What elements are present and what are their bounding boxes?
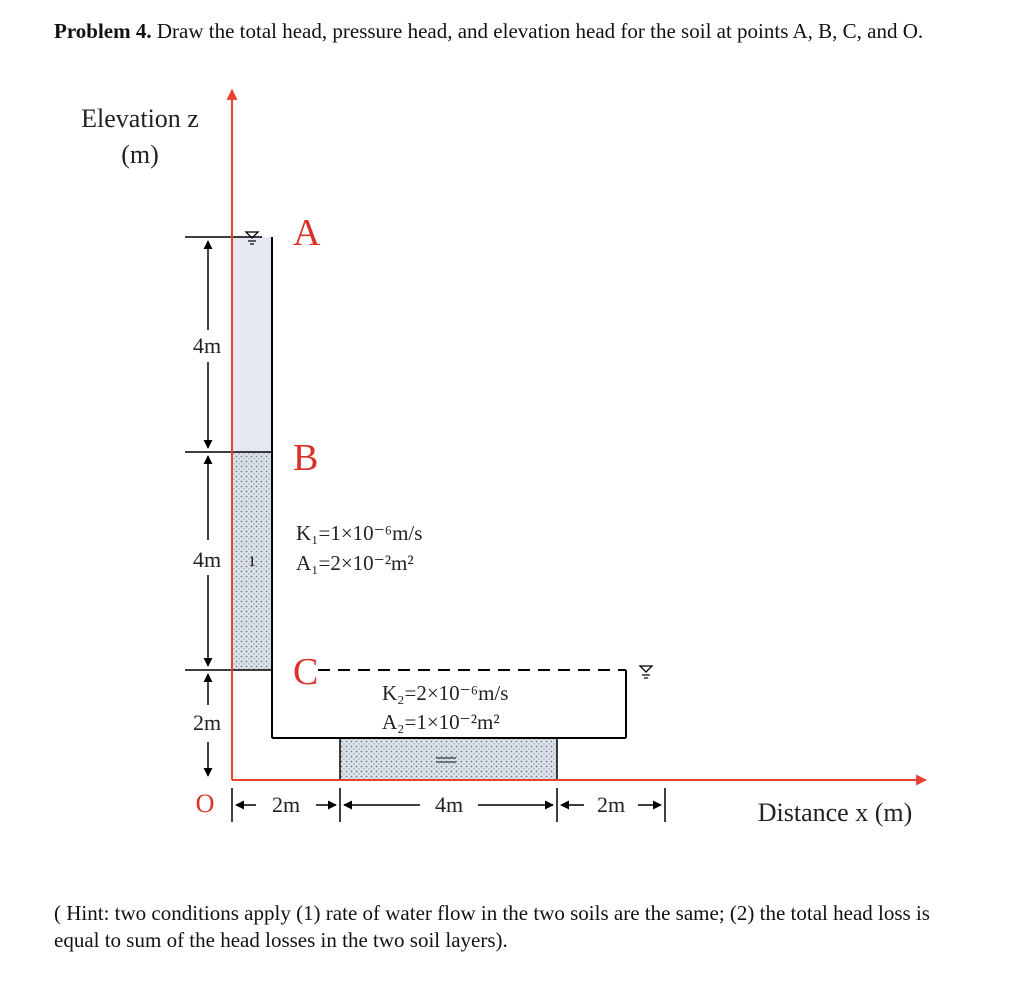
x-axis-label: Distance x (m) [757,798,913,827]
water-table-icon-right [640,666,652,678]
soil-2-area: A₂=1×10⁻²m² [382,710,500,734]
hint-text: ( Hint: two conditions apply (1) rate of water flow in the two soils are the same; (2) the total head loss is equal to sum of the head losses in the two soil layers). [54,901,930,952]
dim-vertical-1: 4m [192,333,222,358]
water-column [232,237,272,452]
dim-horizontal-2: 4m [434,792,464,817]
point-o-label: O [195,789,215,818]
y-axis-label: Elevation z [81,104,199,133]
point-c-label: C [293,651,319,693]
soil-1-label: 1 [248,554,256,570]
problem-text: Draw the total head, pressure head, and elevation head for the soil at points A, B, C, and O. [151,19,924,43]
soil-1-area: A₁=2×10⁻²m² [296,551,414,575]
problem-number: Problem 4. [54,19,152,43]
point-a-label: A [293,212,321,254]
y-axis-unit: (m) [121,140,159,169]
soil-2 [340,738,557,780]
dim-horizontal-1: 2m [271,792,301,817]
soil-1-k: K₁=1×10⁻⁶m/s [296,521,423,545]
dim-horizontal-3: 2m [596,792,626,817]
dim-vertical-2: 4m [192,547,222,572]
soil-2-k: K₂=2×10⁻⁶m/s [382,681,509,705]
point-b-label: B [293,437,319,479]
dim-vertical-3: 2m [192,710,222,735]
